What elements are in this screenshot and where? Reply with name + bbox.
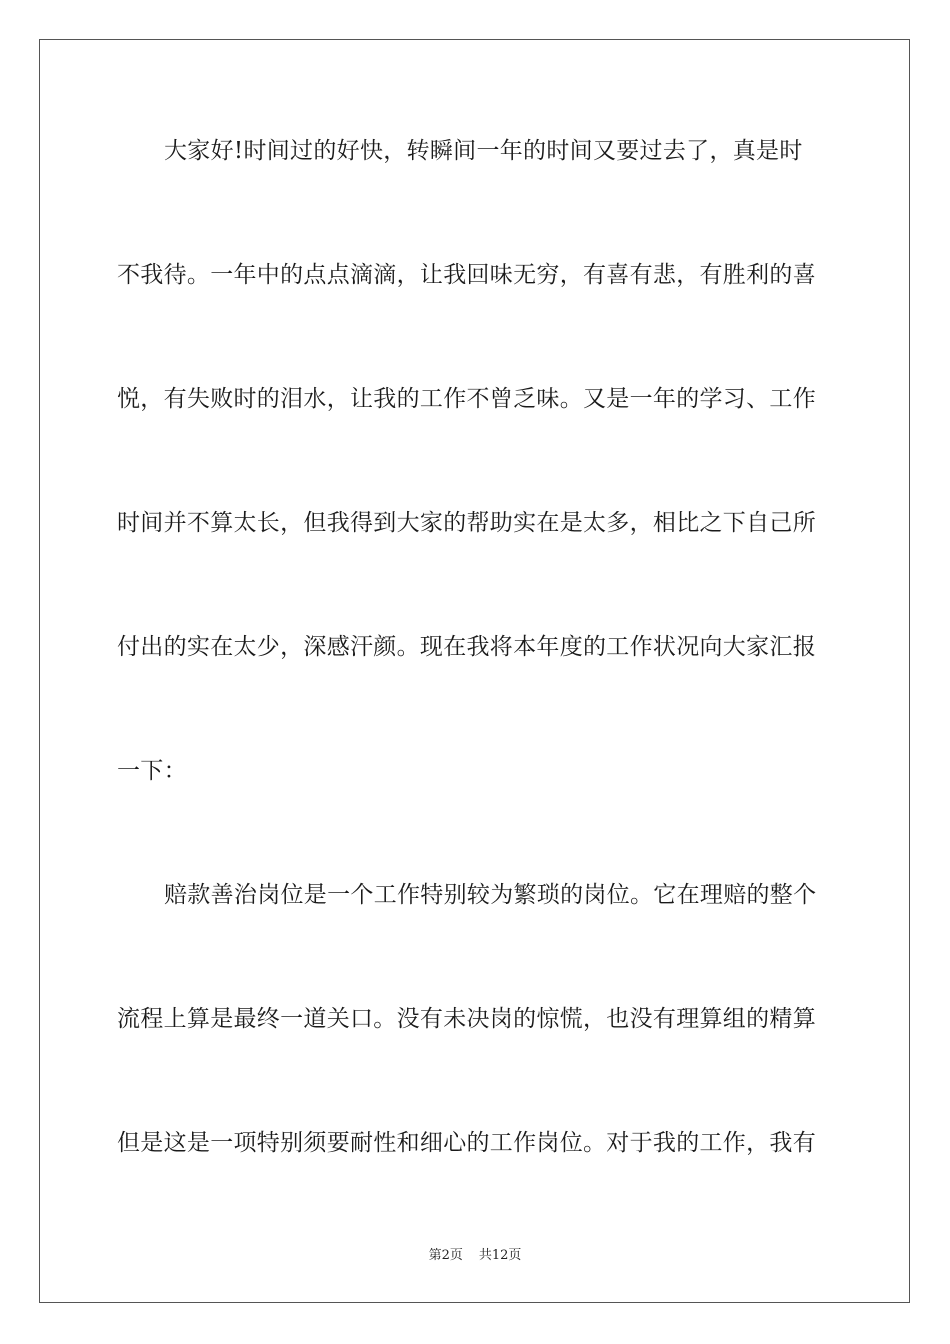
paragraph-line: 大家好!时间过的好快，转瞬间一年的时间又要过去了，真是时 [164, 138, 803, 164]
paragraph-line: 但是这是一项特别须要耐性和细心的工作岗位。对于我的工作，我有 [117, 1130, 816, 1156]
paragraph-line: 悦，有失败时的泪水，让我的工作不曾乏味。又是一年的学习、工作 [117, 386, 816, 412]
page-total: 共12页 [478, 1248, 522, 1263]
paragraph-line: 一下： [117, 758, 187, 784]
page-border [39, 39, 910, 1303]
paragraph-line: 流程上算是最终一道关口。没有未决岗的惊慌，也没有理算组的精算 [117, 1006, 816, 1032]
paragraph-line: 不我待。一年中的点点滴滴，让我回味无穷，有喜有悲，有胜利的喜 [117, 262, 816, 288]
paragraph-line: 时间并不算太长，但我得到大家的帮助实在是太多，相比之下自己所 [117, 510, 816, 536]
page-number: 第2页 [428, 1248, 463, 1263]
paragraph-line: 付出的实在太少，深感汗颜。现在我将本年度的工作状况向大家汇报 [117, 634, 816, 660]
paragraph-line: 赔款善治岗位是一个工作特别较为繁琐的岗位。它在理赔的整个 [164, 882, 817, 908]
page-footer [0, 1248, 950, 1264]
